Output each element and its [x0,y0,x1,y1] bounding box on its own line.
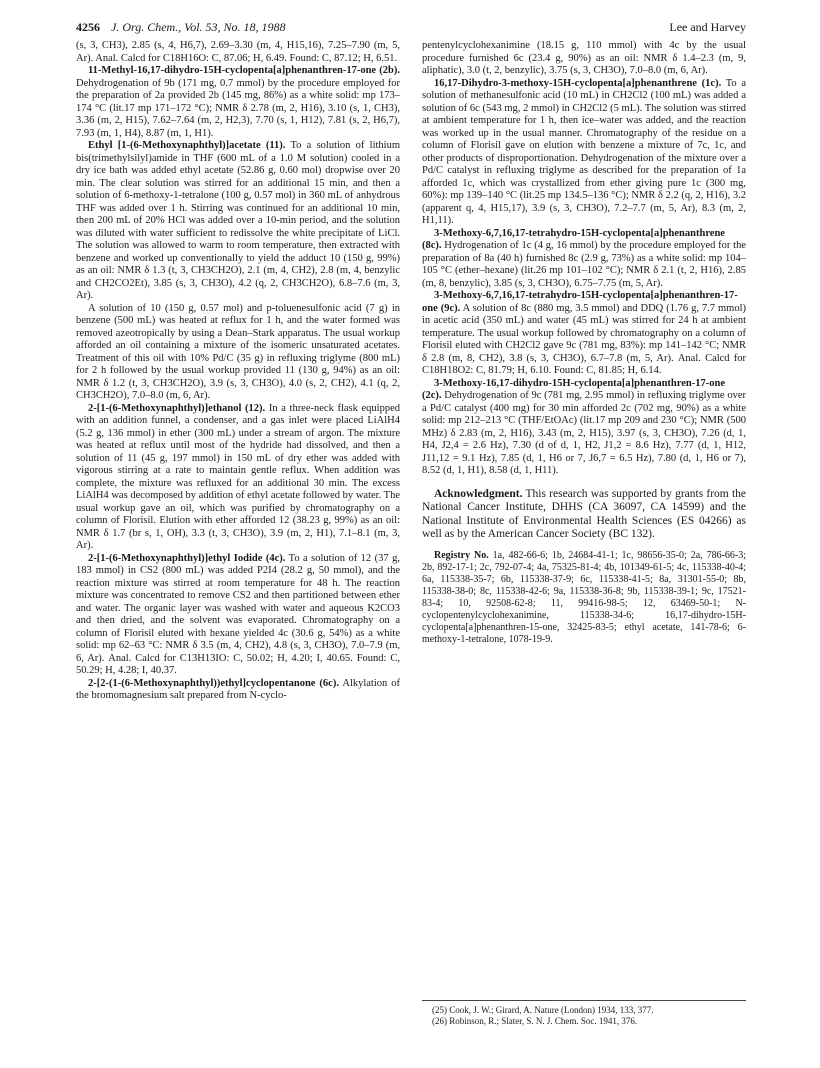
paragraph-text: Dehydrogenation of 9c (781 mg, 2.95 mmol) in refluxing triglyme over a Pd/C catalyst (400 mg) for 30 min afforded 2c (702 mg, 90%) as a white solid: mp 212–213 °C (THF/EtOAc) (lit.17 mp 209 and 230 °C); NMR (500 MHz) δ 2.83 (m, 2, H16), 3.43 (m, 2, H15), 3.97 (s, 3, CH3O), 7.26 (d, 1, H4, J2,4 = 2.6 Hz), 7.30 (d of d, 1, H2, J1,2 = 8.6 Hz), 7.77 (d, 1, H12, J11,12 = 9.1 Hz), 7.85 (d, 1, H6 or 7, J6,7 = 6.5 Hz), 7.80 (d, 1, H6 or 7), 8.52 (d, 1, H1), 8.58 (d, 1, H11). [422,390,746,476]
compound-heading: 3-Methoxy-6,7,16,17-tetrahydro-15H-cyclopenta[a]phenanthren-17-one (9c). [422,290,738,314]
paragraph [76,678,400,703]
compound-heading: 2-[2-(1-(6-Methoxynaphthyl))ethyl]cyclopentanone (6c). [88,677,339,689]
paragraph-text: A solution of 10 (150 g, 0.57 mol) and p-toluenesulfonic acid (7 g) in benzene (500 mL) was heated at reflux for 1 h, and the water formed was removed azeotropically by using a Dean–Stark apparatus. The usual workup afforded an oil containing a mixture of the isomeric unsaturated acetates. Treatment of this oil with 10% Pd/C (35 g) in refluxing triglyme (800 mL) for 2 h followed by the usual workup provided 11 (130 g, 94%) as an oil: NMR δ 1.2 (t, 3, CH3CH2O), 3.9 (s, 3, CH3O), 4.0 (s, 2, CH2), 4.1 (q, 2, CH3CH2O), 7.0–8.0 (m, 6, Ar). [76,302,400,401]
paragraph [422,290,746,378]
reference-item: (26) Robinson, R.; Slater, S. N. J. Chem. Soc. 1941, 376. [432,1016,638,1026]
paragraph-text: To a solution of lithium bis(trimethylsilyl)amide in THF (600 mL of a 1.0 M solution) cooled in a dry ice bath was added ethyl acetate (52.86 g, 0.60 mol) dropwise over 20 min. The clear solution was stirred for an additional 15 min, and then a solution of 6-methoxy-1-tetralone (100 g, 0.57 mol) in 360 mL of anhydrous THF was added over 1 h. Stirring was continued for an additional 10 min, then 200 mL of 20% HCl was added over a 10-min period, and the solution was diluted with water sufficient to redissolve the white precipitate of LiCl. The solution was allowed to warm to room temperature, then extracted with benzene and worked up conventionally to yield the adduct 10 (150 g, 99%) as an oil: NMR δ 1.3 (t, 3, CH3CH2O), 2.1 (m, 4, CH2), 2.8 (m, 4, benzylic and CH2CO2Et), 3.85 (s, 3, CH3O), 4.2 (q, 2, CH3CH2O), 6.8–7.6 (m, 3, Ar). [76,140,401,301]
paragraph [76,40,400,65]
paragraph [76,65,400,140]
acknowledgment-heading: Acknowledgment. [434,487,523,500]
paragraph [76,303,400,403]
registry-numbers [422,550,746,646]
paragraph [422,228,746,291]
paragraph [76,553,400,678]
running-authors: Lee and Harvey [669,20,746,34]
compound-heading: 2-[1-(6-Methoxynaphthyl)]ethanol (12). [88,402,266,414]
registry-heading: Registry No. [434,549,489,561]
paragraph-text: Alkylation of the bromomagnesium salt prepared from N-cyclo- [76,677,400,701]
right-column [422,40,746,646]
paragraph-text: In a three-neck flask equipped with an addition funnel, a condenser, and a gas inlet were placed LiAlH4 (5.2 g, 136 mmol) in ether (300 mL) under a stream of argon. The mixture was heated at reflux until most of the hydride had dissolved, and then a solution of 11 (45 g, 197 mmol) in 150 mL of dry ether was added with vigorous stirring at a rate to maintain gentle reflux. When addition was complete, the mixture was refluxed for an additional 30 min. The excess LiAlH4 was decomposed by addition of ethyl acetate followed by water. The usual workup gave an oil, which was purified by chromatography on a column of Florisil. Elution with ether afforded 12 (38.23 g, 99%) as an oil: NMR δ 1.7 (br s, 1, OH), 3.3 (t, 3, CH3O), 3.9 (m, 2, H1), 7.1–8.1 (m, 3, Ar). [76,402,401,551]
paragraph-text: Hydrogenation of 1c (4 g, 16 mmol) by the procedure employed for the preparation of 8a (40 h) furnished 8c (2.9 g, 73%) as a white solid: mp 104–105 °C (ether–hexane) (lit.26 mp 101–102 °C); NMR δ 2.1 (t, 2, H16), 2.85 (m, 8, benzylic), 3.85 (s, 3, CH3O), 6.75–7.75 (m, 5, Ar). [422,240,746,289]
paragraph-text: A solution of 8c (880 mg, 3.5 mmol) and DDQ (1.76 g, 7.7 mmol) in acetic acid (350 mL) and water (45 mL) was stirred for 24 h at ambient temperature. The usual workup followed by chromatography on a column of Florisil eluted with CH2Cl2 gave 9c (781 mg, 83%): mp 141–142 °C; NMR δ 2.8 (m, 8, CH2), 3.8 (s, 3, CH3O), 6.7–7.8 (m, 5, Ar). Anal. Calcd for C18H18O2: C, 81.79; H, 6.10. Found: C, 81.85; H, 6.14. [422,302,747,376]
journal-citation: J. Org. Chem., Vol. 53, No. 18, 1988 [111,20,286,34]
paragraph-text: To a solution of 12 (37 g, 183 mmol) in CS2 (800 mL) was added P2I4 (28.2 g, 50 mmol), and the reaction mixture was stirred at room temperature for 48 h. The reaction mixture was concentrated to remove CS2 and then partitioned between ether and water. The organic layer was washed with water and aqueous K2CO3 and then dried, and the solvent was evaporated. Chromatography on a column of Florisil eluted with hexane yielded 4c (30.6 g, 54%) as a white solid: mp 62–63 °C: NMR δ 3.5 (m, 4, CH2), 4.8 (s, 3, CH3O), 7.0–7.9 (m, 6, Ar). Anal. Calcd for C13H13IO: C, 50.02; H, 4.20; I, 40.65. Found: C, 50.29; H, 4.28; I, 40.37. [76,552,400,676]
registry-text: 1a, 482-66-6; 1b, 24684-41-1; 1c, 98656-35-0; 2a, 786-66-3; 2b, 892-17-1; 2c, 792-07-4; 4a, 75325-81-4; 4b, 101349-61-5; 4c, 115338-40-4; 6a, 115338-35-7; 6b, 115338-37-9; 6c, 115338-41-5; 8a, 31301-55-0; 8b, 115338-38-0; 8c, 115338-42-6; 9a, 115338-36-8; 9b, 115338-39-1; 9c, 17521-83-4; 10, 92508-62-8; 11, 99416-98-5; 12, 63469-50-1; N-cyclopentenylcyclohexanimine, 115338-34-6; 16,17-dihydro-15H-cyclopenta[a]phenanthren-15-one, 32425-83-5; ethyl acetate, 141-78-6; 6-methoxy-1-tetralone, 1078-19-9. [422,549,747,645]
paragraph [76,403,400,553]
paragraph [422,78,746,228]
compound-heading: 11-Methyl-16,17-dihydro-15H-cyclopenta[a]phenanthren-17-one (2b). [88,65,400,76]
compound-heading: Ethyl [1-(6-Methoxynaphthyl)]acetate (11). [88,140,286,151]
compound-heading: 2-[1-(6-Methoxynaphthyl)]ethyl Iodide (4c). [88,552,286,564]
reference-item: (25) Cook, J. W.; Girard, A. Nature (London) 1934, 133, 377. [432,1005,654,1015]
paragraph [422,378,746,478]
compound-heading: 3-Methoxy-16,17-dihydro-15H-cyclopenta[a]phenanthren-17-one (2c). [422,377,725,401]
compound-heading: 3-Methoxy-6,7,16,17-tetrahydro-15H-cyclopenta[a]phenanthrene (8c). [422,227,725,251]
references [422,1000,746,1027]
paragraph-text: Dehydrogenation of 9b (171 mg, 0.7 mmol) by the procedure employed for the preparation of 2a provided 2b (145 mg, 86%) as a white solid: mp 173–174 °C (lit.17 mp 171–172 °C); NMR δ 2.78 (m, 2, H16), 3.10 (s, 1, CH3), 3.36 (m, 2, H15), 7.62–7.64 (m, 2, H2,3), 7.70 (s, 1, H12), 7.81 (s, 2, H6,7), 7.93 (m, 1, H4), 8.87 (m, 1, H1). [76,77,400,139]
acknowledgment-text: This research was supported by grants from the National Cancer Institute, DHHS (CA 36097, CA 14599) and the National Institute of Environmental Health Sciences (ES 04266) as well as by the American Cancer Society (BC 132). [422,487,746,540]
paragraph-text: (s, 3, CH3), 2.85 (s, 4, H6,7), 2.69–3.30 (m, 4, H15,16), 7.25–7.90 (m, 5, Ar). Anal. Calcd for C18H16O: C, 87.06; H, 6.49. Found: C, 87.12; H, 6.51. [76,40,400,64]
acknowledgment [422,488,746,542]
page-number: 4256 [76,20,100,34]
paragraph-text: To a solution of methanesulfonic acid (10 mL) in CH2Cl2 (100 mL) was added a solution of 6c (543 mg, 2 mmol) in CH2Cl2 (5 mL). The solution was stirred at ambient temperature for 1 h, then ice–water was added, and the reaction was worked up in the usual manner. Chromatography of the residue on a column of Florisil gave on elution with benzene a mixture of 7c, 1c, and other products of disproportionation. Dehydrogenation of the mixture over a Pd/C catalyst in refluxing triglyme as described for the preparation of 1a afforded 1c, which was crystallized from ether giving pure 1c (300 mg, 60%): mp 139–140 °C (lit.25 mp 134.5–136 °C); NMR δ 2.2 (q, 2, H16), 3.2 (apparent q, 4, H15,17), 3.9 (s, 3, CH3O), 7.2–7.7 (m, 5, Ar), 8.3 (m, 2, H1,11). [422,77,747,226]
compound-heading: 16,17-Dihydro-3-methoxy-15H-cyclopenta[a]phenanthrene (1c). [434,77,722,89]
paragraph [76,140,400,303]
paragraph [422,40,746,78]
paragraph-text: pentenylcyclohexanimine (18.15 g, 110 mmol) with 4c by the usual procedure furnished 6c (23.4 g, 90%) as an oil: NMR δ 1.4–2.3 (m, 9, aliphatic), 3.0 (t, 2, benzylic), 3.75 (s, 3, CH3O), 7.0–8.0 (m, 6, Ar). [422,40,746,76]
page-header [76,20,746,36]
left-column [76,40,400,703]
